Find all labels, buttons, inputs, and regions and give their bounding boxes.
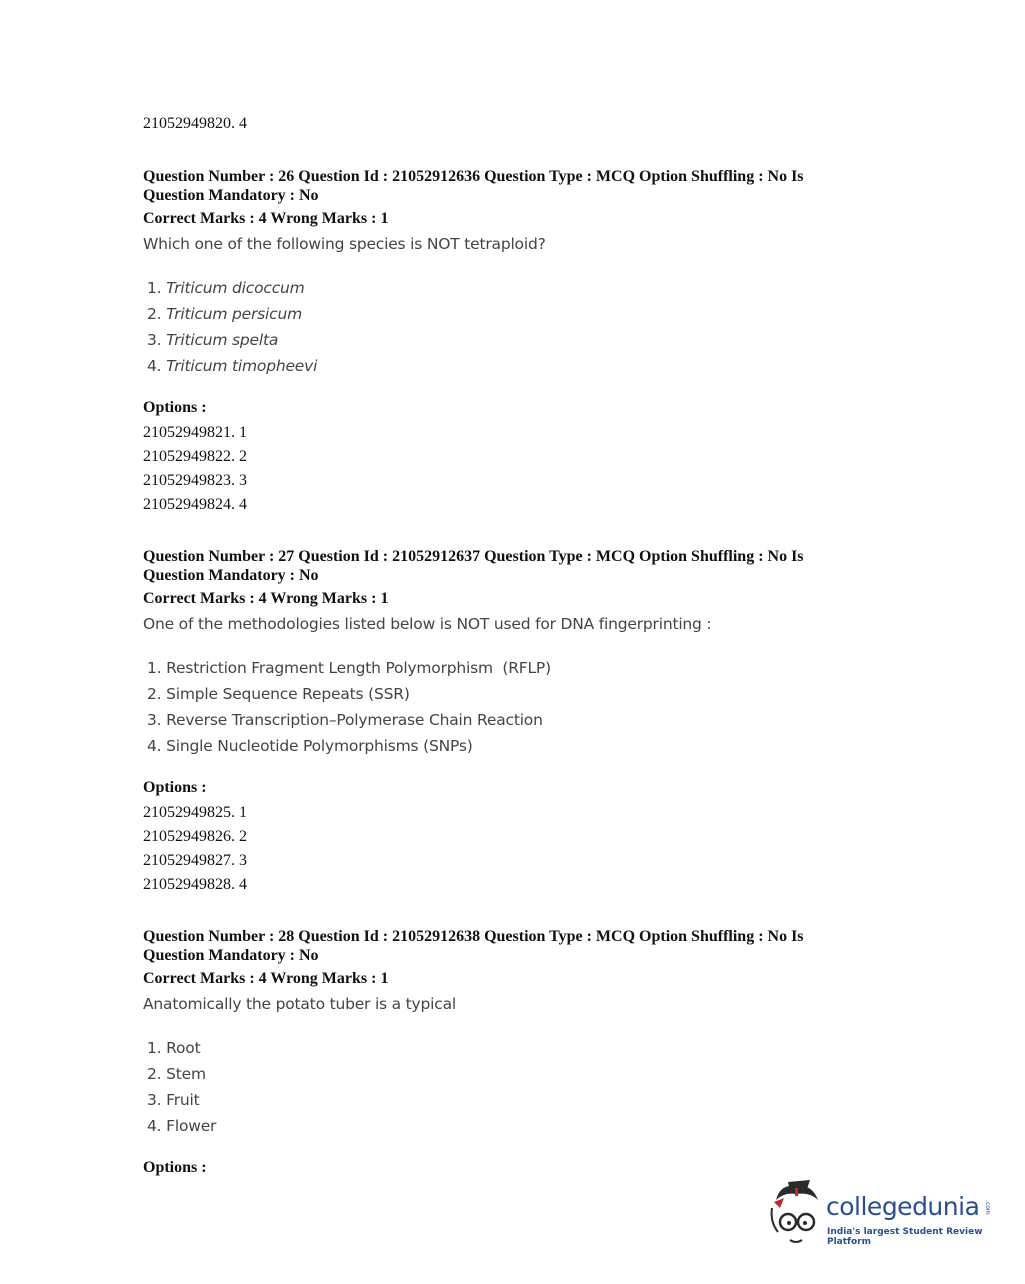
- question-marks: Correct Marks : 4 Wrong Marks : 1: [143, 970, 389, 987]
- choice-text: Triticum timopheevi: [166, 357, 318, 375]
- logo-tagline: India's largest Student Review Platform: [827, 1227, 983, 1247]
- choice-number: 3.: [147, 331, 162, 349]
- option-id: 21052949823. 3: [143, 472, 247, 489]
- choice-text: Single Nucleotide Polymorphisms (SNPs): [166, 737, 473, 755]
- question-meta: Question Number : 26 Question Id : 21052912636 Question Type : MCQ Option Shuffling : No Is: [143, 168, 804, 185]
- choice-number: 3.: [147, 711, 162, 729]
- choice-item: [147, 1035, 883, 1061]
- exam-document: [143, 112, 883, 1208]
- question-meta: Question Number : 27 Question Id : 21052912637 Question Type : MCQ Option Shuffling : No Is: [143, 548, 804, 565]
- choice-text: Triticum dicoccum: [166, 279, 305, 297]
- choice-item: [147, 681, 883, 707]
- choice-number: 1.: [147, 279, 162, 297]
- question-text: Anatomically the potato tuber is a typical: [143, 995, 457, 1013]
- choice-number: 1.: [147, 659, 162, 677]
- option-id: 21052949821. 1: [143, 424, 247, 441]
- choice-item: [147, 707, 883, 733]
- question-block-28: [143, 927, 883, 1178]
- logo-domain: .com: [984, 1200, 991, 1215]
- choice-item: [147, 301, 883, 327]
- choice-item: [147, 275, 883, 301]
- choice-number: 4.: [147, 1117, 162, 1135]
- choice-item: [147, 655, 883, 681]
- question-meta: Question Number : 28 Question Id : 21052912638 Question Type : MCQ Option Shuffling : No Is: [143, 928, 804, 945]
- choice-text: Triticum spelta: [166, 331, 279, 349]
- choice-list: [147, 275, 883, 379]
- choice-number: 4.: [147, 737, 162, 755]
- choice-number: 1.: [147, 1039, 162, 1057]
- choice-list: [147, 1035, 883, 1139]
- option-id: 21052949825. 1: [143, 804, 247, 821]
- choice-number: 2.: [147, 685, 162, 703]
- choice-number: 2.: [147, 1065, 162, 1083]
- mascot-icon: [766, 1178, 826, 1248]
- lead-answer-line: 21052949820. 4: [143, 115, 247, 132]
- choice-item: [147, 1087, 883, 1113]
- choice-number: 3.: [147, 1091, 162, 1109]
- option-id: 21052949824. 4: [143, 496, 247, 513]
- options-heading: Options :: [143, 779, 207, 796]
- choice-text: Simple Sequence Repeats (SSR): [166, 685, 410, 703]
- logo-wordmark: collegedunia: [826, 1192, 980, 1221]
- choice-item: [147, 1061, 883, 1087]
- question-mandatory: Question Mandatory : No: [143, 947, 319, 964]
- choice-text: Restriction Fragment Length Polymorphism (RFLP): [166, 659, 551, 677]
- question-block-26: [143, 167, 883, 517]
- question-mandatory: Question Mandatory : No: [143, 567, 319, 584]
- choice-text: Stem: [166, 1065, 206, 1083]
- option-id: 21052949826. 2: [143, 828, 247, 845]
- option-id: 21052949827. 3: [143, 852, 247, 869]
- question-marks: Correct Marks : 4 Wrong Marks : 1: [143, 210, 389, 227]
- question-mandatory: Question Mandatory : No: [143, 187, 319, 204]
- choice-text: Fruit: [166, 1091, 200, 1109]
- choice-item: [147, 1113, 883, 1139]
- choice-item: [147, 327, 883, 353]
- options-list: [143, 421, 883, 517]
- options-list: [143, 801, 883, 897]
- choice-text: Flower: [166, 1117, 217, 1135]
- choice-item: [147, 733, 883, 759]
- collegedunia-logo: [766, 1178, 996, 1248]
- choice-item: [147, 353, 883, 379]
- option-id: 21052949828. 4: [143, 876, 247, 893]
- question-text: One of the methodologies listed below is NOT used for DNA fingerprinting :: [143, 615, 712, 633]
- choice-text: Triticum persicum: [166, 305, 302, 323]
- question-marks: Correct Marks : 4 Wrong Marks : 1: [143, 590, 389, 607]
- choice-number: 4.: [147, 357, 162, 375]
- option-id: 21052949822. 2: [143, 448, 247, 465]
- choice-text: Root: [166, 1039, 201, 1057]
- options-heading: Options :: [143, 1159, 207, 1176]
- options-heading: Options :: [143, 399, 207, 416]
- choice-text: Reverse Transcription–Polymerase Chain Reaction: [166, 711, 543, 729]
- question-block-27: [143, 547, 883, 897]
- choice-number: 2.: [147, 305, 162, 323]
- choice-list: [147, 655, 883, 759]
- question-text: Which one of the following species is NOT tetraploid?: [143, 235, 546, 253]
